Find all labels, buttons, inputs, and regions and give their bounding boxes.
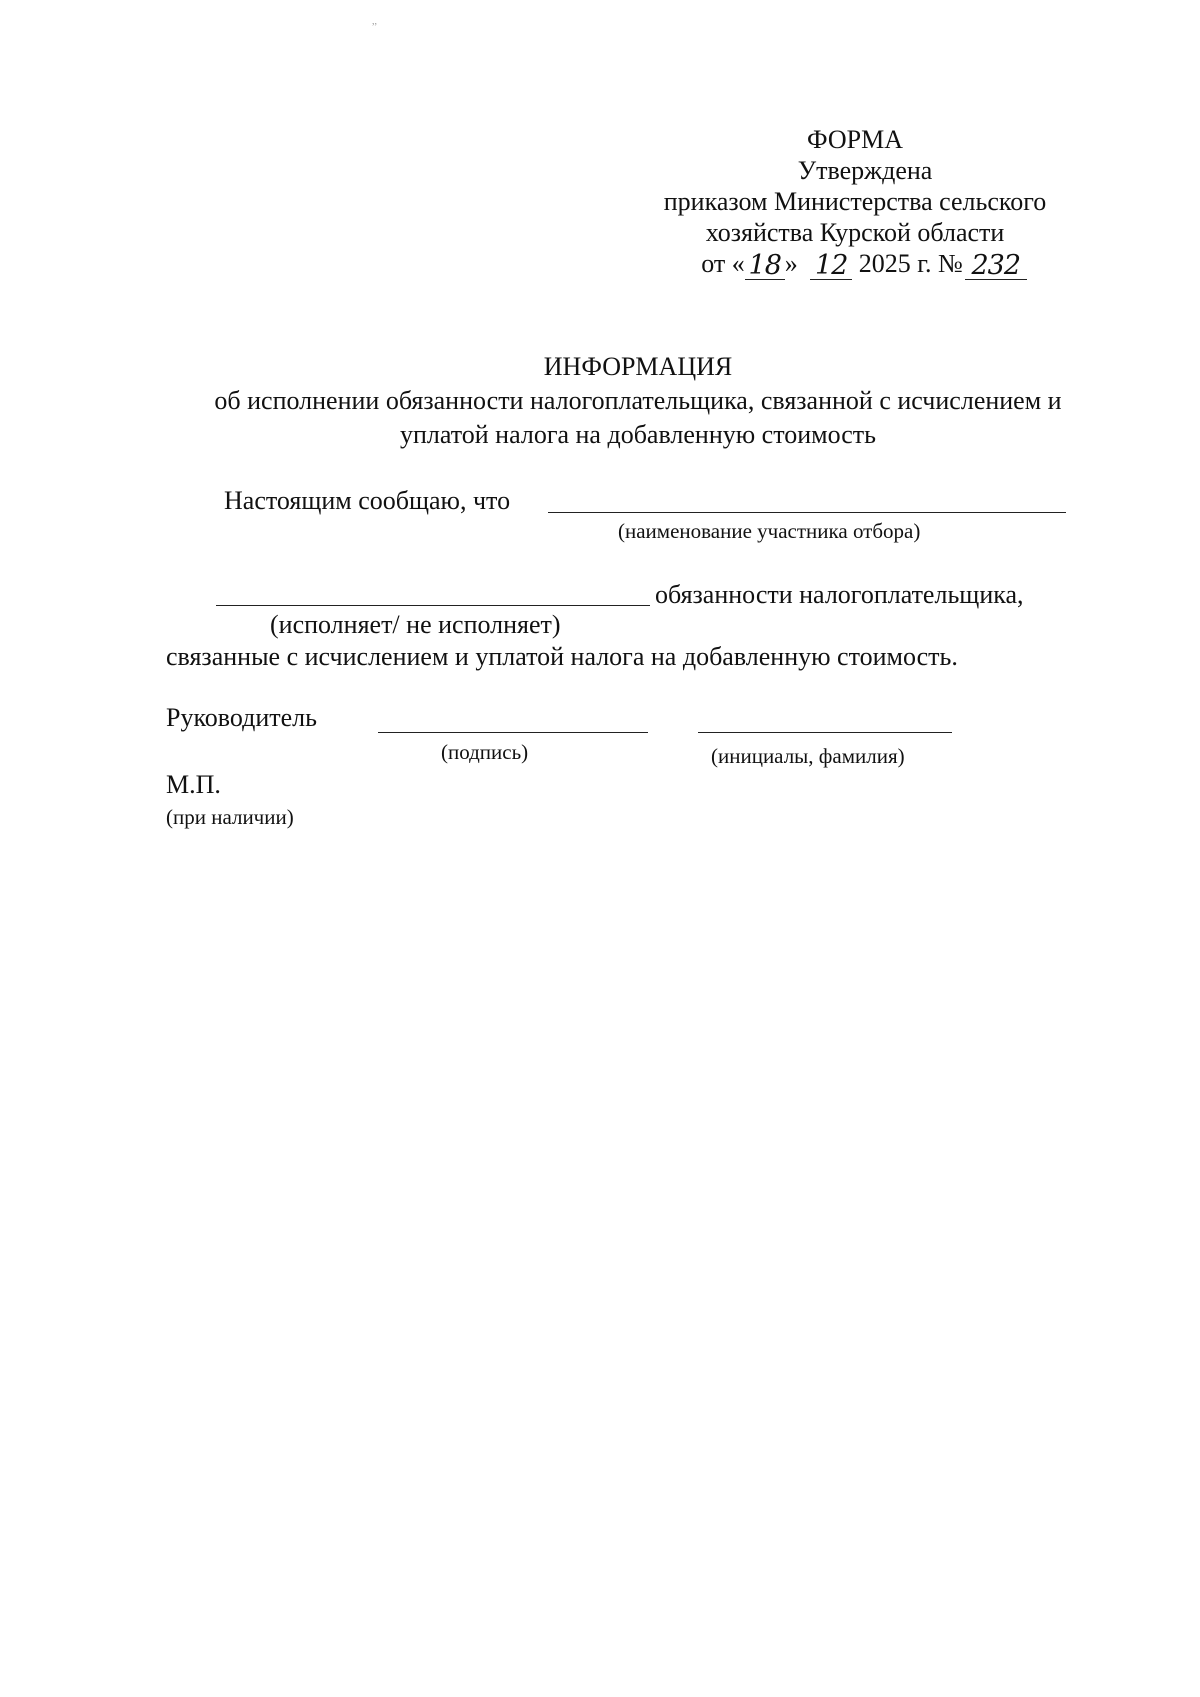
order-line-1: приказом Министерства сельского [663,187,1047,216]
approval-block [640,124,1070,280]
order-number-field [965,248,1027,280]
order-number-handwritten: 232 [971,250,1021,281]
related-text: связанные с исчислением и уплатой налога на добавленную стоимость. [166,642,958,671]
order-date-line [640,248,1070,280]
signature-line [378,732,648,733]
doc-title-line-2: уплатой налога на добавленную стоимость [399,420,877,449]
head-label: Руководитель [166,703,317,732]
seal-label: М.П. [166,770,221,799]
doc-title-line-1: об исполнении обязанности налогоплательщика, связанной с исчислением и [214,386,1062,415]
date-day-field [745,248,785,280]
signature-caption: (подпись) [441,740,529,764]
date-month-field [810,248,852,280]
status-caption: (исполняет/ не исполняет) [270,610,561,639]
date-month-handwritten: 12 [815,250,848,281]
approved-label: Утверждена [797,156,933,185]
order-line-2: хозяйства Курской области [705,218,1005,247]
intro-text: Настоящим сообщаю, что [224,486,511,515]
participant-caption: (наименование участника отбора) [618,519,921,543]
date-year-text: 2025 г. № [858,249,963,278]
status-line [216,605,650,606]
name-caption: (инициалы, фамилия) [711,744,905,768]
form-label: ФОРМА [807,125,903,154]
participant-name-line [548,512,1066,513]
date-prefix: от « [701,249,745,278]
name-line [698,732,952,733]
doc-heading: ИНФОРМАЦИЯ [543,352,733,381]
date-day-handwritten: 18 [748,250,781,281]
obligations-text: обязанности налогоплательщика, [655,580,1024,609]
seal-note: (при наличии) [166,805,294,829]
scan-speck: ,, [372,16,377,27]
date-mid: » [784,249,798,278]
